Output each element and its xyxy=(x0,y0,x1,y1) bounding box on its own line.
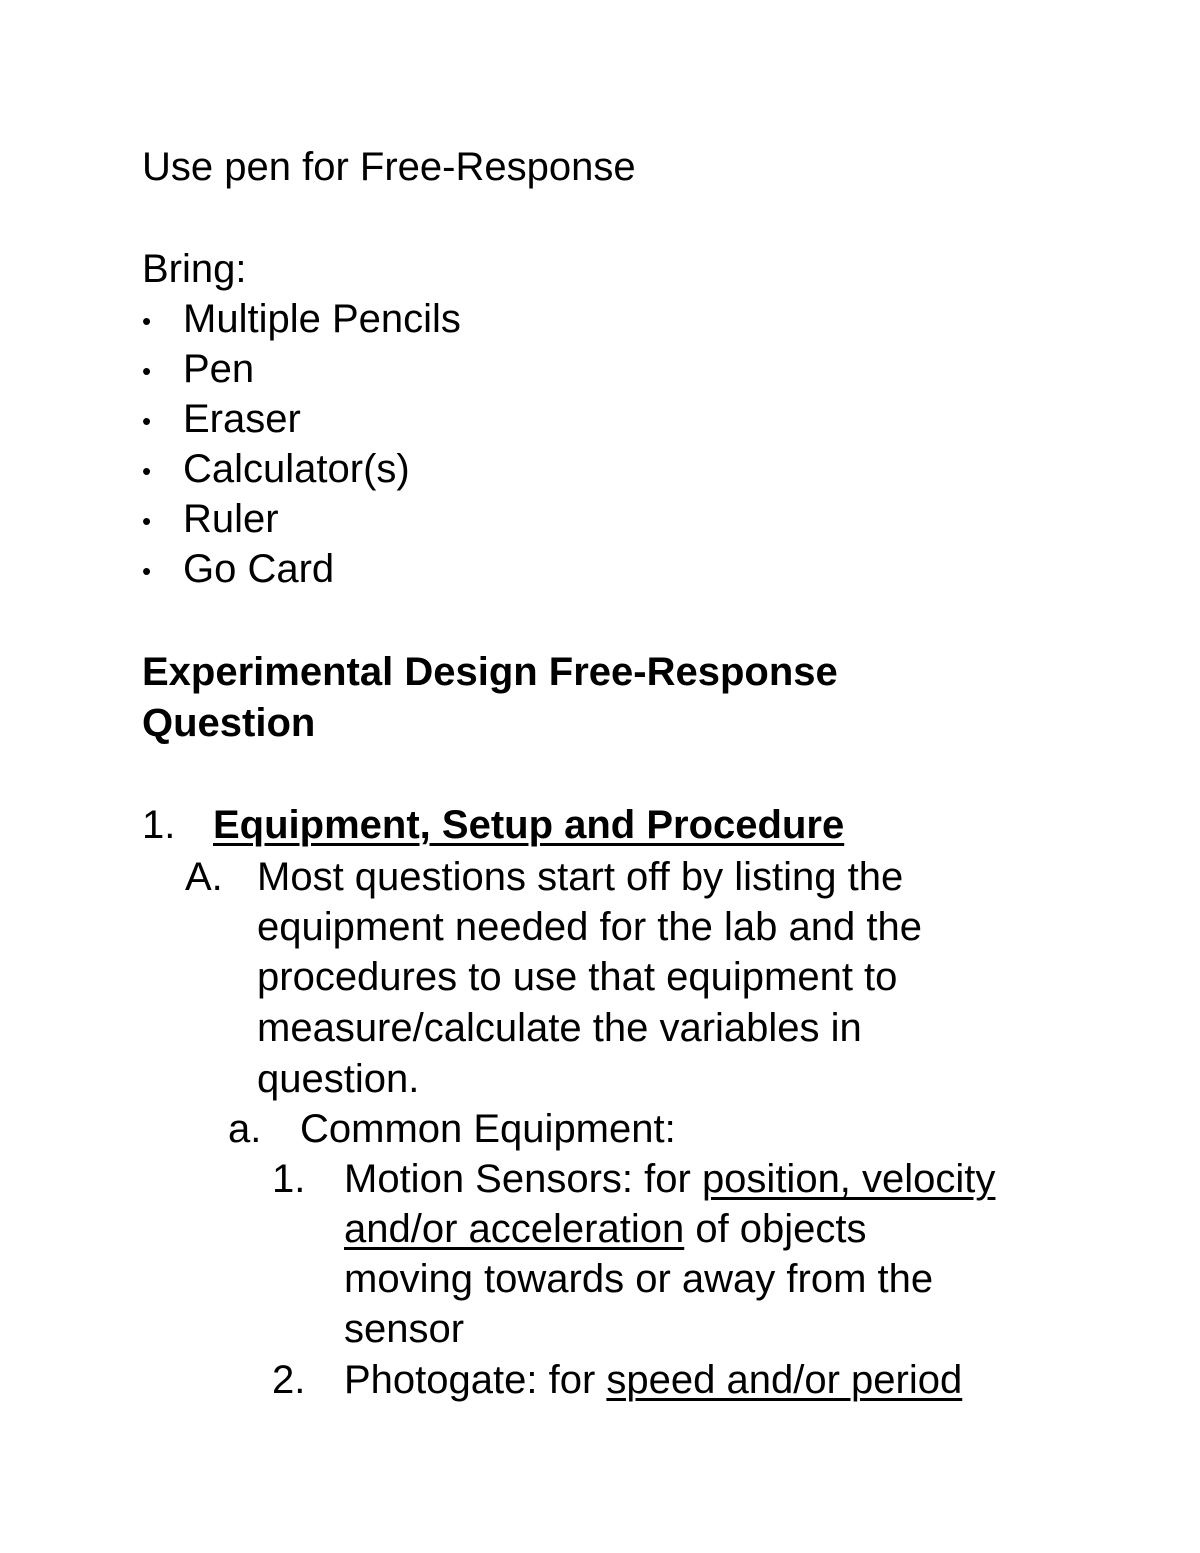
list-item-label: Go Card xyxy=(183,547,335,591)
paragraph-line: equipment needed for the lab and the xyxy=(257,905,922,949)
outline-number: 1. xyxy=(142,803,176,847)
text-run: of objects xyxy=(684,1207,867,1251)
section-heading-line1: Experimental Design Free-Response xyxy=(142,650,838,694)
paragraph-line: moving towards or away from the xyxy=(344,1257,934,1301)
underlined-text: position, velocity xyxy=(701,1157,996,1201)
underlined-text: speed and/or period xyxy=(606,1358,963,1402)
paragraph-line: question. xyxy=(257,1057,420,1101)
text-run: Motion Sensors: for xyxy=(344,1157,702,1201)
bullet-glyph: • xyxy=(142,506,152,536)
paragraph-line: measure/calculate the variables in xyxy=(257,1006,862,1050)
underlined-text: and/or acceleration xyxy=(344,1207,685,1251)
list-item-label: Multiple Pencils xyxy=(183,297,461,341)
bullet-glyph: • xyxy=(142,356,152,386)
paragraph-line: procedures to use that equipment to xyxy=(257,955,898,999)
list-item-label: Ruler xyxy=(183,497,279,541)
paragraph-line xyxy=(344,1204,867,1254)
outline-number: 1. xyxy=(272,1157,306,1201)
section-heading-line2: Question xyxy=(142,701,316,745)
list-item-label: Pen xyxy=(183,347,255,391)
outline-item-title: Equipment, Setup and Procedure xyxy=(213,803,845,847)
bullet-glyph: • xyxy=(142,556,152,586)
list-item-label: Calculator(s) xyxy=(183,447,410,491)
outline-letter: a. xyxy=(228,1107,262,1151)
bring-label: Bring: xyxy=(142,247,247,291)
text-run: Photogate: for xyxy=(344,1358,607,1402)
bullet-glyph: • xyxy=(142,306,152,336)
list-item-label: Eraser xyxy=(183,397,301,441)
bullet-glyph: • xyxy=(142,406,152,436)
outline-letter: A. xyxy=(185,855,223,899)
common-equipment-label: Common Equipment: xyxy=(300,1107,676,1151)
paragraph-line xyxy=(344,1154,995,1204)
pen-note: Use pen for Free-Response xyxy=(142,145,636,189)
bullet-glyph: • xyxy=(142,456,152,486)
paragraph-line: sensor xyxy=(344,1307,465,1351)
paragraph-line xyxy=(344,1355,962,1405)
paragraph-line: Most questions start off by listing the xyxy=(257,855,904,899)
outline-number: 2. xyxy=(272,1358,306,1402)
